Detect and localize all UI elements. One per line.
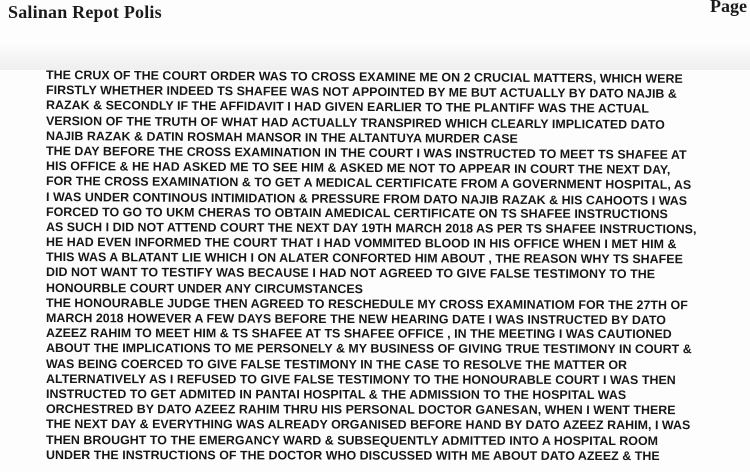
text-line: FORCED TO GO TO UKM CHERAS TO OBTAIN AMEDICAL CERTIFICATE ON TS SHAFEE INSTRUCTIONS xyxy=(45,204,668,221)
document-header-title: Salinan Repot Polis xyxy=(8,2,162,22)
text-line: THIS WAS A BLATANT LIE WHICH I ON ALATER CONFORTED HIM ABOUT , THE REASON WHY TS SHAFEE xyxy=(45,250,683,267)
page-shadow xyxy=(0,40,750,70)
text-line: HE HAD EVEN INFORMED THE COURT THAT I HAD VOMMITED BLOOD IN HIS OFFICE WHEN I MET HIM & xyxy=(45,235,677,252)
text-line: I WAS UNDER CONTINOUS INTIMIDATION & PRESSURE FROM DATO NAJIB RAZAK & HIS CAHOOTS I WAS xyxy=(45,189,688,208)
page-number-label: Page xyxy=(710,0,747,16)
text-line: MARCH 2018 HOWEVER A FEW DAYS BEFORE THE NEW HEARING DATE I WAS INSTRUCTED BY DATO xyxy=(45,311,667,328)
text-line: THE NEXT DAY & EVERYTHING WAS ALREADY ORGANISED BEFORE HAND BY DATO AZEEZ RAHIM, I WAS xyxy=(45,417,691,433)
text-line: AZEEZ RAHIM TO MEET HIM & TS SHAFEE AT TS SHAFEE OFFICE , IN THE MEETING I WAS CAUTIONED xyxy=(45,326,672,342)
statement-body xyxy=(46,68,746,463)
text-line: VERSION OF THE TRUTH OF WHAT HAD ACTUALLY TRANSPIRED WHICH CLEARLY IMPLICATED DATO xyxy=(45,113,665,132)
text-line: WAS BEING COERCED TO GIVE FALSE TESTIMONY IN THE CASE TO RESOLVE THE MATTER OR xyxy=(45,356,628,372)
text-line: THE HONOURABLE JUDGE THEN AGREED TO RESCHEDULE MY CROSS EXAMINATIOM FOR THE 27TH OF xyxy=(45,295,688,313)
text-line: HONOURBLE COURT UNDER ANY CIRCUMSTANCES xyxy=(45,280,364,296)
text-line: INSTRUCTED TO GET ADMITED IN PANTAI HOSPITAL & THE ADMISSION TO THE HOSPITAL WAS xyxy=(45,386,627,402)
text-line: NAJIB RAZAK & DATIN ROSMAH MANSOR IN THE ALTANTUYA MURDER CASE xyxy=(45,128,518,146)
text-line: THE CRUX OF THE COURT ORDER WAS TO CROSS EXAMINE ME ON 2 CRUCIAL MATTERS, WHICH WERE xyxy=(45,68,683,86)
text-line: THE DAY BEFORE THE CROSS EXAMINATION IN THE COURT I WAS INSTRUCTED TO MEET TS SHAFEE AT xyxy=(45,143,687,162)
text-line: ORCHESTRED BY DATO AZEEZ RAHIM THRU HIS PERSONAL DOCTOR GANESAN, WHEN I WENT THERE xyxy=(45,402,676,418)
text-line: AS SUCH I DID NOT ATTEND COURT THE NEXT DAY 19TH MARCH 2018 AS PER TS SHAFEE INSTRUCTIONS, xyxy=(45,219,697,237)
text-line: DID NOT WANT TO TESTIFY WAS BECAUSE I HAD NOT AGREED TO GIVE FALSE TESTIMONY TO THE xyxy=(45,265,656,282)
text-line: UNDER THE INSTRUCTIONS OF THE DOCTOR WHO DISCUSSED WITH ME ABOUT DATO AZEEZ & THE xyxy=(45,447,660,463)
text-line: ABOUT THE IMPLICATIONS TO ME PERSONELY & MY BUSINESS OF GIVING TRUE TESTIMONY IN COURT & xyxy=(45,341,692,357)
text-line: THEN BROUGHT TO THE EMERGANCY WARD & SUBSEQUENTLY ADMITTED INTO A HOSPITAL ROOM xyxy=(45,432,659,448)
text-line: FOR THE CROSS EXAMINATION & TO GET A MEDICAL CERTIFICATE FROM A GOVERNMENT HOSPITAL, AS xyxy=(45,174,692,193)
text-line: RAZAK & SECONDLY IF THE AFFIDAVIT I HAD GIVEN EARLIER TO THE PLANTIFF WAS THE ACTUAL xyxy=(45,98,650,117)
text-line: FIRSTLY WHETHER INDEED TS SHAFEE WAS NOT APPOINTED BY ME BUT ACTUALLY BY DATO NAJIB & xyxy=(45,83,677,102)
text-line: ALTERNATIVELY AS I REFUSED TO GIVE FALSE TESTIMONY TO THE HONOURABLE COURT I WAS THEN xyxy=(45,371,676,387)
text-line: HIS OFFICE & HE HAD ASKED ME TO SEE HIM & ASKED ME NOT TO APPEAR IN COURT THE NEXT DAY, xyxy=(45,159,671,177)
